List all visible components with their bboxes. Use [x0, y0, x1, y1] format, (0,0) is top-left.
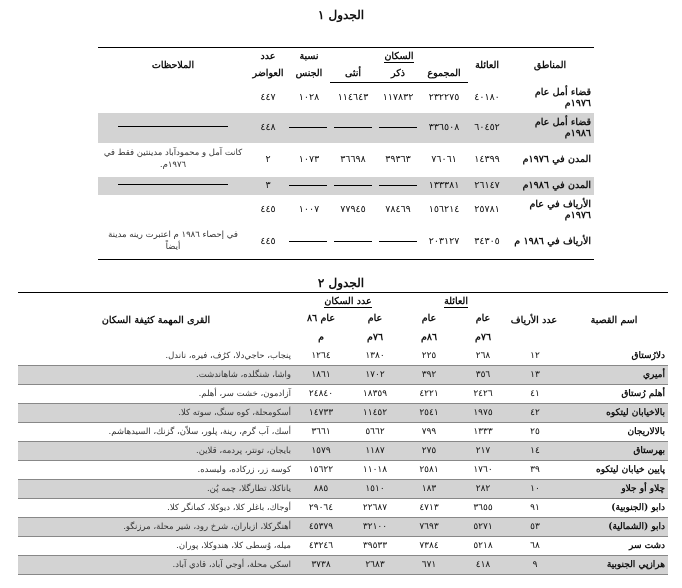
- header-sex-ratio-2: الجنس: [295, 68, 323, 80]
- villages-count-cell: ١٢: [510, 347, 560, 366]
- table1-row: [98, 113, 594, 143]
- villages-cell: واشا، شنگلده، شاهاندشت.: [18, 366, 294, 385]
- population-76-cell: ٢٦٨٣: [348, 556, 402, 575]
- header-population: السكان: [384, 50, 414, 62]
- table1-caption: الجدول ١: [317, 8, 365, 22]
- area-cell: المدن في ١٩٧٦م: [522, 154, 592, 165]
- dash-line: [118, 184, 228, 185]
- table2-row: [18, 366, 668, 385]
- header-villages: القرى المهمة كثيفة السكان: [18, 293, 294, 348]
- header-population2: عدد السكان: [324, 295, 372, 307]
- town-cell: بهرستاق: [560, 442, 668, 461]
- table1-header-row: [98, 48, 594, 65]
- header-f76: عام: [475, 313, 491, 325]
- total-cell: ٢٣٢٢٧٥: [428, 92, 460, 104]
- table2-row: [18, 480, 668, 499]
- hamlets-cell: ٤٤٥: [248, 225, 288, 260]
- population-86-cell: ٣٧٣٨: [294, 556, 348, 575]
- villages-count-cell: ٣٩: [510, 461, 560, 480]
- population-86-cell: ٤٥٣٧٩: [294, 518, 348, 537]
- families-76-cell: ٤١٨: [456, 556, 510, 575]
- families-86-cell: ٧٦٩٣: [402, 518, 456, 537]
- population-76-cell: ١١٨٧: [348, 442, 402, 461]
- table1-row: [98, 195, 594, 225]
- table2-row: [18, 556, 668, 575]
- table2-row: [18, 423, 668, 442]
- total-cell: ١٥٦٢١٤: [428, 204, 460, 215]
- population-76-cell: ١٧٠٢: [348, 366, 402, 385]
- dash-line: [379, 241, 417, 242]
- families-86-cell: ٦٧١: [402, 556, 456, 575]
- families-86-cell: ٤٧١٣: [402, 499, 456, 518]
- population-86-cell: ١٥٧٩: [294, 442, 348, 461]
- female-cell: [330, 177, 376, 195]
- header-families: العائلة: [468, 48, 506, 83]
- families-cell: ٦٠٤٥٢: [468, 113, 506, 143]
- header-notes: الملاحظات: [98, 48, 248, 83]
- female-cell: ٧٧٩٤٥: [340, 204, 366, 215]
- villages-cell: أهنگركلا، ازباران، شرخ رود، شير محلة، مرزنگو.: [18, 518, 294, 537]
- villages-cell: اسكي محلة، أوجي آباد، قادي آباد.: [18, 556, 294, 575]
- hamlets-cell: ٤٤٨: [248, 113, 288, 143]
- families-86-cell: ٣٩٢: [402, 366, 456, 385]
- villages-cell: آزادمون، خشت سر، أهلم.: [18, 385, 294, 404]
- header-p86: عام ٨٦: [307, 313, 335, 325]
- header-sex-ratio: نسبة: [299, 51, 319, 63]
- families-86-cell: ١٨٣: [402, 480, 456, 499]
- male-cell: ٧٨٤٦٩: [385, 204, 411, 215]
- hamlets-cell: ٣: [248, 177, 288, 195]
- table1-row: [98, 177, 594, 195]
- villages-count-cell: ١٠: [510, 480, 560, 499]
- population-76-cell: ١١٤٥٢: [348, 404, 402, 423]
- note-cell: [98, 113, 248, 143]
- population-76-cell: ٥٦٦٢: [348, 423, 402, 442]
- note-cell: في إحصاء ١٩٨٦ م اعتبرت رينه مدينة أيضاً: [98, 225, 248, 260]
- families-86-cell: ٧٣٨٤: [402, 537, 456, 556]
- table2-caption: الجدول ٢: [317, 276, 365, 290]
- dash-line: [118, 126, 228, 127]
- population-86-cell: ٢٩٠٦٤: [294, 499, 348, 518]
- population-76-cell: ١٣٨٠: [348, 347, 402, 366]
- families-76-cell: ٢٦٨: [456, 347, 510, 366]
- header-p86b: م: [318, 332, 324, 344]
- table2-row: [18, 442, 668, 461]
- villages-count-cell: ٩: [510, 556, 560, 575]
- town-cell: بالاخيابان ليتكوه: [560, 404, 668, 423]
- town-cell: أميري: [560, 366, 668, 385]
- header-male: ذكر: [376, 64, 420, 83]
- header-families2: العائلة: [444, 295, 468, 307]
- villages-cell: أسك، آب گرم، رينة، پلور، سلاّن، گزنك، السيدهاشم.: [18, 423, 294, 442]
- town-cell: دابو (الجنوبية): [560, 499, 668, 518]
- dash-line: [334, 241, 372, 242]
- villages-cell: أوجاك، باغلر كلا، ديوكلا، كمانگر كلا.: [18, 499, 294, 518]
- population-86-cell: ٤٣٢٤٦: [294, 537, 348, 556]
- header-f86: عام: [421, 313, 437, 325]
- villages-count-cell: ١٤: [510, 442, 560, 461]
- villages-table: [18, 292, 668, 575]
- families-76-cell: ٣٦٥٥: [456, 499, 510, 518]
- population-86-cell: ١٤٧٣٣: [294, 404, 348, 423]
- families-86-cell: ٢٥٤١: [402, 404, 456, 423]
- town-cell: دشت سر: [560, 537, 668, 556]
- female-cell: ٣٦٦٩٨: [340, 154, 366, 165]
- families-86-cell: ٤٢٢١: [402, 385, 456, 404]
- total-cell: ٣٣٦٥٠٨: [420, 113, 468, 143]
- families-76-cell: ١٩٧٥: [456, 404, 510, 423]
- villages-count-cell: ٥٣: [510, 518, 560, 537]
- total-cell: ١٣٣٣٨١: [420, 177, 468, 195]
- villages-count-cell: ٦٨: [510, 537, 560, 556]
- families-76-cell: ٥٢١٨: [456, 537, 510, 556]
- families-76-cell: ٢٤٢٦: [456, 385, 510, 404]
- area-cell: قضاء أمل عام ١٩٧٦م: [534, 86, 592, 109]
- header-hamlets: عدد: [260, 51, 276, 63]
- dash-line: [379, 185, 417, 186]
- hamlets-cell: ٤٤٥: [260, 204, 276, 215]
- header-female: أنثى: [330, 64, 376, 83]
- dash-line: [334, 127, 372, 128]
- hamlets-cell: ٤٤٧: [260, 92, 276, 103]
- dash-line: [289, 185, 327, 186]
- population-summary-table: [98, 47, 594, 260]
- male-cell: [376, 113, 420, 143]
- table1-row: [98, 83, 594, 113]
- table2-row: [18, 461, 668, 480]
- villages-count-cell: ١٣: [510, 366, 560, 385]
- families-cell: ٣٤٣٠٥: [468, 225, 506, 260]
- header-villages-count: عدد الأرياف: [510, 293, 560, 348]
- villages-cell: كوسه زر، زركاده، وليسده.: [18, 461, 294, 480]
- table1-row: [98, 225, 594, 260]
- villages-count-cell: ٩١: [510, 499, 560, 518]
- header-f76b: ٧٦م: [474, 332, 492, 344]
- population-86-cell: ١٥٦٢٢: [294, 461, 348, 480]
- header-p76b: ٧٦م: [366, 332, 384, 344]
- population-76-cell: ١٨٣٥٩: [348, 385, 402, 404]
- header-town: اسم القصبة: [560, 293, 668, 348]
- villages-count-cell: ٤١: [510, 385, 560, 404]
- male-cell: ١١٧٨٣٢: [382, 92, 414, 104]
- female-cell: ١١٤٦٤٣: [337, 92, 369, 104]
- town-cell: بالالاريجان: [560, 423, 668, 442]
- population-86-cell: ٨٨٥: [294, 480, 348, 499]
- ratio-cell: ١٠٢٨: [298, 92, 320, 103]
- ratio-cell: [288, 225, 330, 260]
- male-cell: [376, 177, 420, 195]
- table2-row: [18, 347, 668, 366]
- families-86-cell: ٧٩٩: [402, 423, 456, 442]
- ratio-cell: [288, 177, 330, 195]
- population-86-cell: ١٢٦٤: [294, 347, 348, 366]
- header-total: المجموع: [420, 64, 468, 83]
- note-cell: كانت آمل و محمودآباد مدينتين فقط في ١٩٧٦م.: [103, 147, 243, 170]
- dash-line: [379, 127, 417, 128]
- ratio-cell: ١٠٧٣: [298, 154, 320, 165]
- families-76-cell: ٥٢٧١: [456, 518, 510, 537]
- ratio-cell: [288, 113, 330, 143]
- families-76-cell: ٢٨٢: [456, 480, 510, 499]
- town-cell: دابو (الشمالية): [560, 518, 668, 537]
- female-cell: [330, 225, 376, 260]
- note-cell: [98, 83, 248, 113]
- families-cell: ٤٠١٨٠: [474, 92, 500, 103]
- villages-cell: ياناكلا، تطارگلا، چمه پُن.: [18, 480, 294, 499]
- male-cell: ٣٩٣٦٣: [385, 154, 411, 165]
- table1-row: [98, 143, 594, 177]
- villages-cell: أسكومحلة، كوه سنگ، سوته كلا.: [18, 404, 294, 423]
- table2-row: [18, 404, 668, 423]
- area-cell: الأرياف في عام ١٩٧٦م: [529, 198, 592, 221]
- ratio-cell: ١٠٠٧: [298, 204, 320, 215]
- population-76-cell: ١٥١٠: [348, 480, 402, 499]
- villages-count-cell: ٢٥: [510, 423, 560, 442]
- header-p76: عام: [367, 313, 383, 325]
- families-76-cell: ٢١٧: [456, 442, 510, 461]
- town-cell: هرازپي الجنوبية: [560, 556, 668, 575]
- population-86-cell: ١٨٦١: [294, 366, 348, 385]
- header-f86b: ٨٦م: [420, 332, 438, 344]
- families-86-cell: ٢٧٥: [402, 442, 456, 461]
- area-cell: المدن في ١٩٨٦م: [506, 177, 594, 195]
- total-cell: ٢٠٣١٢٧: [420, 225, 468, 260]
- table2-row: [18, 499, 668, 518]
- villages-cell: بايجان، تونتر، پردمه، قلاين.: [18, 442, 294, 461]
- town-cell: أهلم رُستاق: [560, 385, 668, 404]
- population-86-cell: ٢٤٨٤٠: [294, 385, 348, 404]
- families-76-cell: ١٣٣٣: [456, 423, 510, 442]
- villages-cell: پنجاب، حاجي‌دلا، كرُف، فيره، ناندل.: [18, 347, 294, 366]
- dash-line: [289, 241, 327, 242]
- town-cell: پايين خيابان ليتكوه: [560, 461, 668, 480]
- families-76-cell: ١٧٦٠: [456, 461, 510, 480]
- area-cell: قضاء أمل عام ١٩٨٦م: [506, 113, 594, 143]
- header-hamlets-2: العواضر: [252, 68, 284, 80]
- dash-line: [334, 185, 372, 186]
- hamlets-cell: ٢: [265, 154, 271, 165]
- population-86-cell: ٣٦٦١: [294, 423, 348, 442]
- male-cell: [376, 225, 420, 260]
- table2-row: [18, 537, 668, 556]
- town-cell: دلارُستاق: [560, 347, 668, 366]
- population-76-cell: ١١٠١٨: [348, 461, 402, 480]
- total-cell: ٧٦٠٦١: [431, 154, 457, 165]
- header-area: المناطق: [506, 48, 594, 83]
- families-cell: ٢٦١٤٧: [468, 177, 506, 195]
- population-76-cell: ٢٢٦٨٧: [348, 499, 402, 518]
- villages-count-cell: ٤٢: [510, 404, 560, 423]
- villages-cell: ميله، وُسطى كلا، هندوكلا، پوران.: [18, 537, 294, 556]
- female-cell: [330, 113, 376, 143]
- families-cell: ١٤٣٩٩: [474, 154, 500, 165]
- population-76-cell: ٣٩٥٣٣: [348, 537, 402, 556]
- families-86-cell: ٢٥٨١: [402, 461, 456, 480]
- table2-row: [18, 518, 668, 537]
- families-76-cell: ٣٥٦: [456, 366, 510, 385]
- families-86-cell: ٢٢٥: [402, 347, 456, 366]
- table2-row: [18, 385, 668, 404]
- families-cell: ٢٥٧٨١: [474, 204, 500, 215]
- note-cell: [98, 177, 248, 195]
- note-cell: [98, 195, 248, 225]
- town-cell: چلاو أو جلاو: [560, 480, 668, 499]
- population-76-cell: ٣٢١٠٠: [348, 518, 402, 537]
- area-cell: الأرياف في ١٩٨٦ م: [506, 225, 594, 260]
- dash-line: [289, 127, 327, 128]
